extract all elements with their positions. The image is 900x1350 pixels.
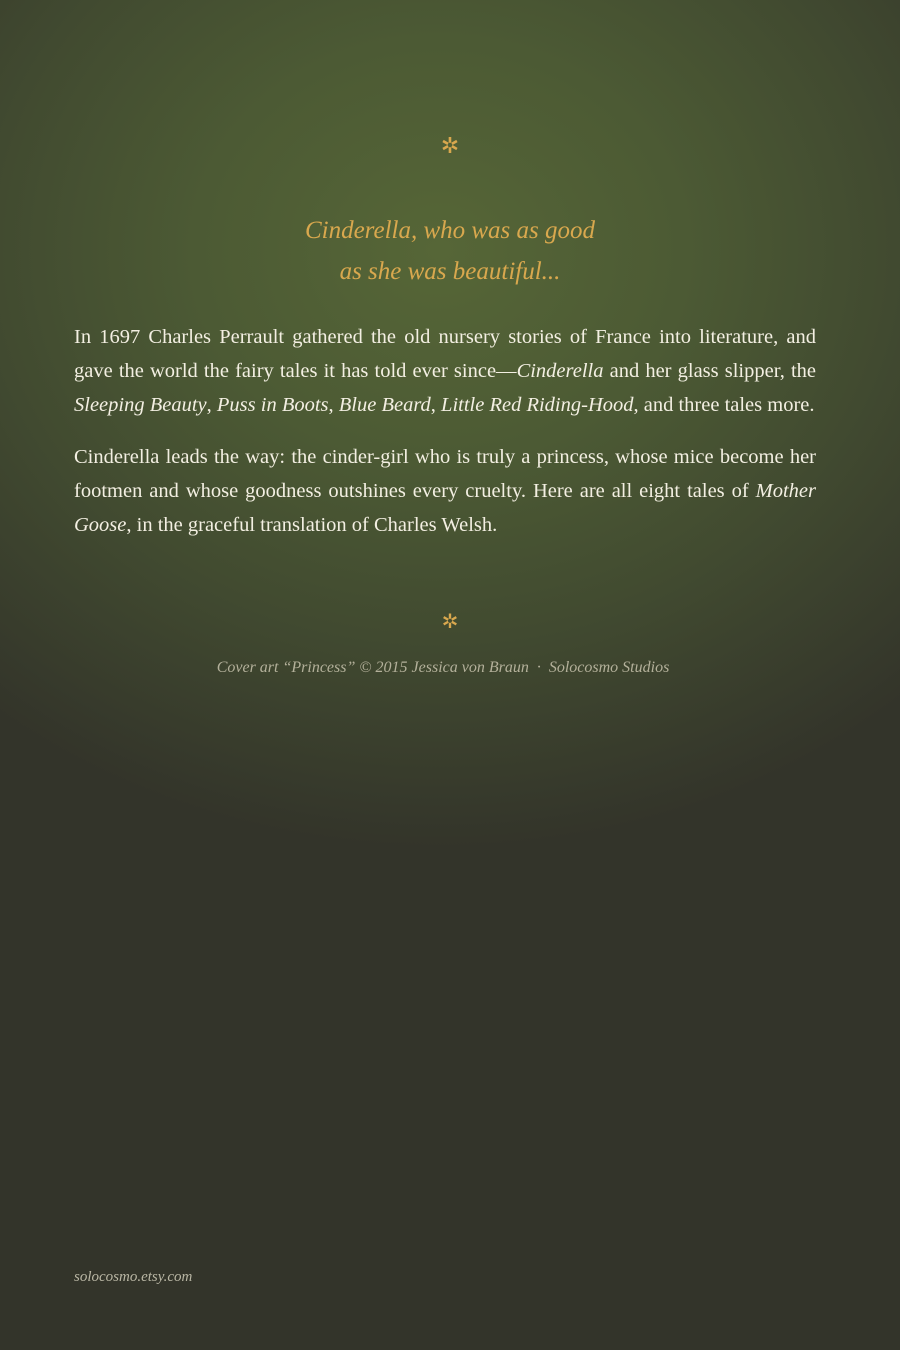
- footer-url: solocosmo.etsy.com: [74, 1269, 193, 1285]
- title-cinderella: Cinderella: [516, 360, 604, 382]
- credit-separator: ·: [536, 659, 541, 676]
- blurb-paragraph-2: [74, 440, 816, 542]
- blurb-text: , and three tales more.: [633, 394, 815, 416]
- blurb: [74, 320, 816, 560]
- title-sleeping-beauty: Sleeping Beauty: [74, 394, 207, 416]
- blurb-text: ,: [328, 394, 339, 416]
- title-little-red-riding-hood: Little Red Riding-Hood: [441, 394, 634, 416]
- blurb-text: Cinderella leads the way: the cinder-girl who is truly a princess, whose mice become her footmen and whose goodness outshines every cruelty. Here are all eight tales of: [74, 446, 816, 502]
- blurb-text: and her glass slipper, the: [603, 360, 817, 382]
- credit-art: Cover art “Princess” © 2015 Jessica von Braun: [216, 659, 529, 676]
- ornament-top: ✲: [440, 134, 460, 159]
- cover-art-credit: [0, 659, 886, 677]
- blurb-text: , in the graceful translation of Charles Welsh.: [126, 514, 498, 536]
- blurb-text: In 1697 Charles Perrault gathered the old nursery stories of France into literature, and gave the world the fairy tales it has told ever since—: [74, 326, 816, 382]
- blurb-text: ,: [430, 394, 442, 416]
- epigraph-line-1: Cinderella, who was as good: [304, 217, 596, 244]
- epigraph: [0, 210, 900, 292]
- title-blue-beard: Blue Beard: [338, 394, 431, 416]
- blurb-paragraph-1: [74, 320, 816, 422]
- blurb-text: ,: [206, 394, 217, 416]
- title-puss-in-boots: Puss in Boots: [216, 394, 329, 416]
- ornament-middle: ✲: [441, 609, 459, 633]
- credit-studio: Solocosmo Studios: [548, 659, 670, 676]
- epigraph-line-2: as she was beautiful...: [339, 258, 561, 285]
- title-mother-goose: Mother Goose: [74, 480, 816, 536]
